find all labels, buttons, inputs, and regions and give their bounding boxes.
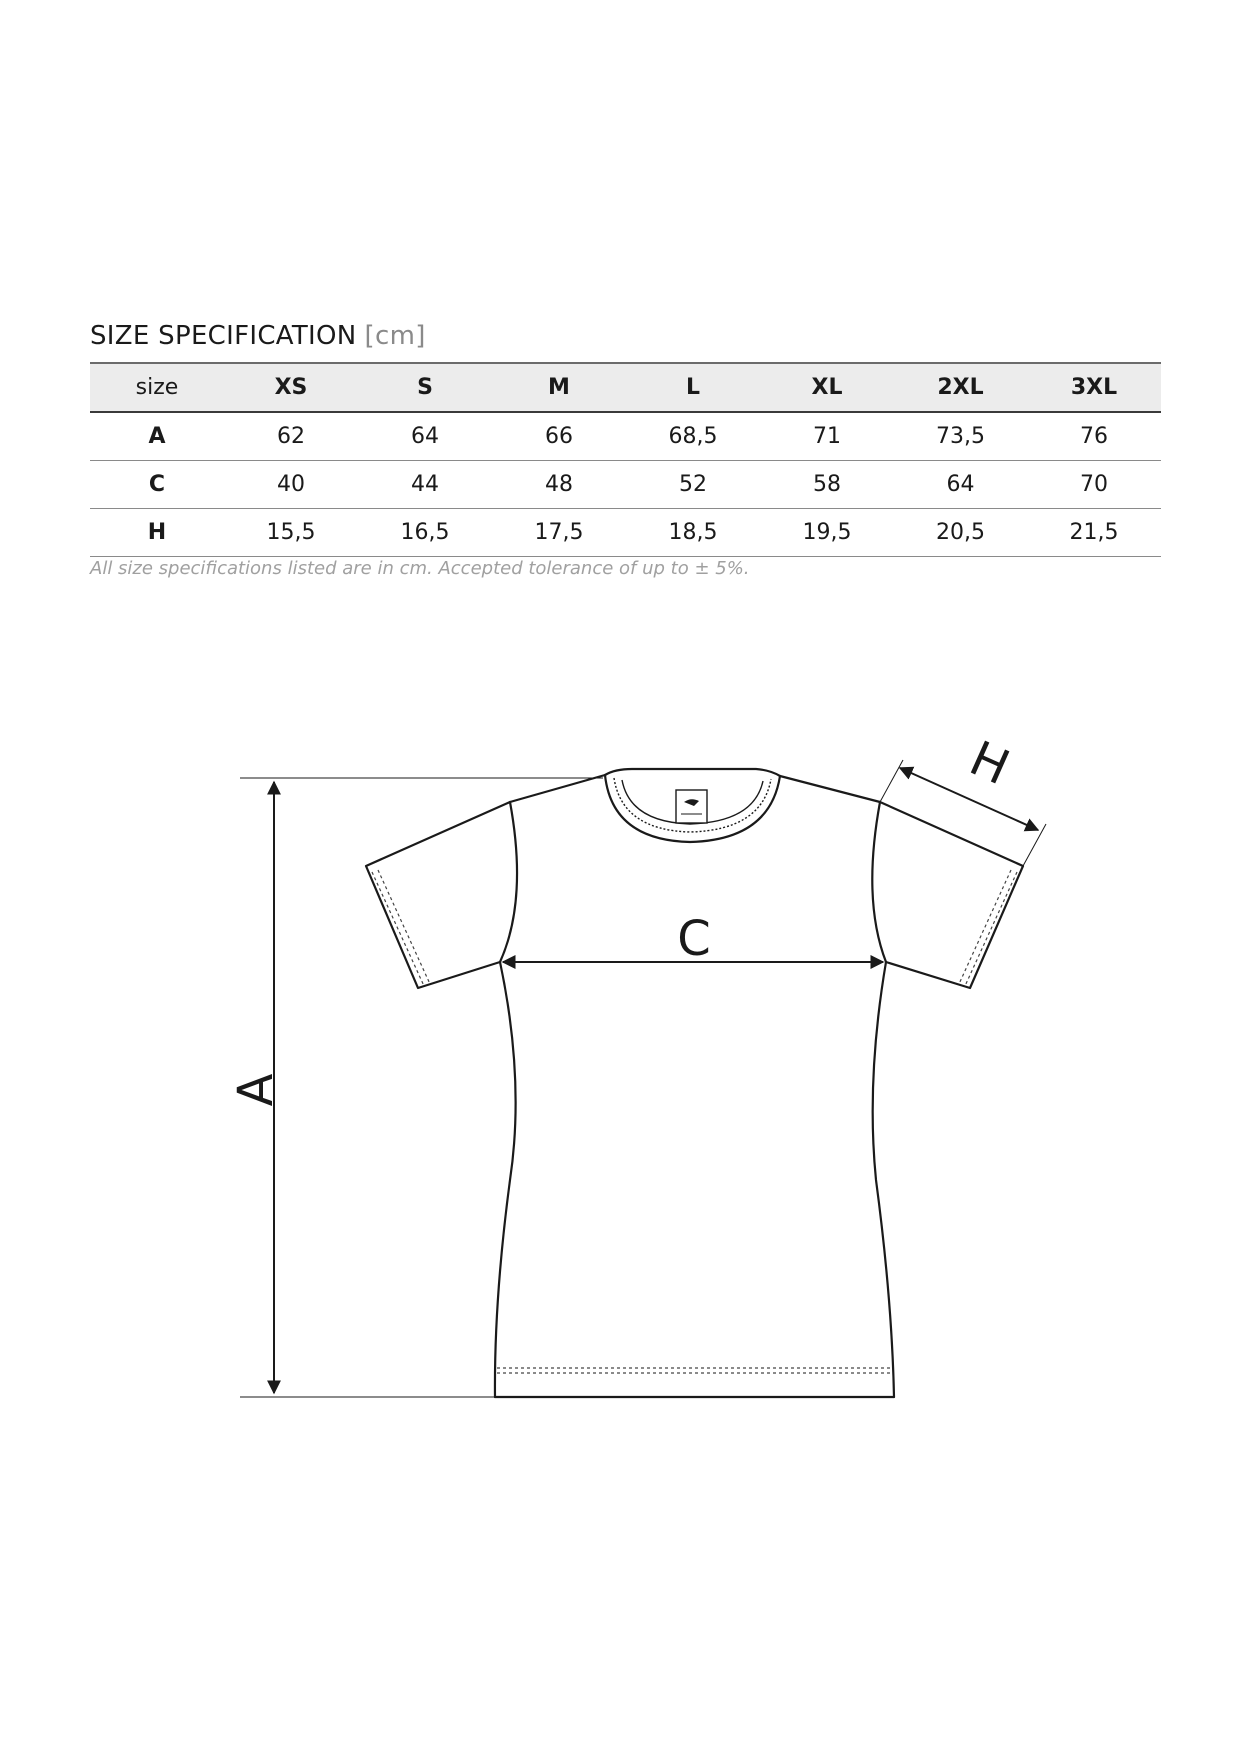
- dimension-h-label: H: [961, 730, 1018, 797]
- table-cell: 71: [813, 424, 841, 449]
- row-label: H: [147, 520, 167, 545]
- table-cell: 44: [411, 472, 439, 497]
- header-cell-m: M: [548, 375, 570, 400]
- table-cell: 70: [1080, 472, 1108, 497]
- header-cell-size: size: [135, 375, 179, 400]
- table-cell: 19,5: [802, 520, 852, 545]
- table-cell: 64: [411, 424, 439, 449]
- title-unit: [cm]: [364, 321, 426, 351]
- dimension-c-label: C: [677, 911, 711, 967]
- tolerance-note: All size specifications listed are in cm. Accepted tolerance of up to ± 5%.: [90, 558, 750, 579]
- title-main: SIZE SPECIFICATION: [90, 321, 357, 351]
- tshirt-outline: [366, 769, 1023, 1397]
- table-cell: 21,5: [1069, 520, 1119, 545]
- table-cell: 16,5: [400, 520, 450, 545]
- table-cell: 66: [545, 424, 573, 449]
- header-cell-l: L: [685, 375, 701, 400]
- dimension-a-label: A: [228, 1073, 284, 1107]
- dimension-h: [880, 730, 1046, 866]
- table-cell: 62: [277, 424, 305, 449]
- table-cell: 20,5: [936, 520, 985, 545]
- table-cell: 64: [946, 472, 975, 497]
- table-cell: 73,5: [936, 424, 985, 449]
- header-cell-xl: XL: [811, 375, 843, 400]
- table-cell: 68,5: [668, 424, 718, 449]
- table-cell: 58: [813, 472, 841, 497]
- table-cell: 15,5: [266, 520, 316, 545]
- table-cell: 52: [679, 472, 707, 497]
- table-cell: 40: [277, 472, 305, 497]
- row-label: A: [148, 424, 166, 449]
- header-cell-2xl: 2XL: [937, 375, 984, 400]
- header-cell-s: S: [417, 375, 433, 400]
- table-cell: 76: [1080, 424, 1108, 449]
- table-cell: 18,5: [668, 520, 718, 545]
- dimension-a: [228, 778, 603, 1397]
- header-cell-xs: XS: [274, 375, 308, 400]
- dimension-c: [503, 911, 883, 967]
- neck-label-icon: [676, 790, 707, 823]
- table-cell: 48: [545, 472, 573, 497]
- row-label: C: [148, 472, 166, 497]
- header-cell-3xl: 3XL: [1070, 375, 1118, 400]
- table-cell: 17,5: [534, 520, 584, 545]
